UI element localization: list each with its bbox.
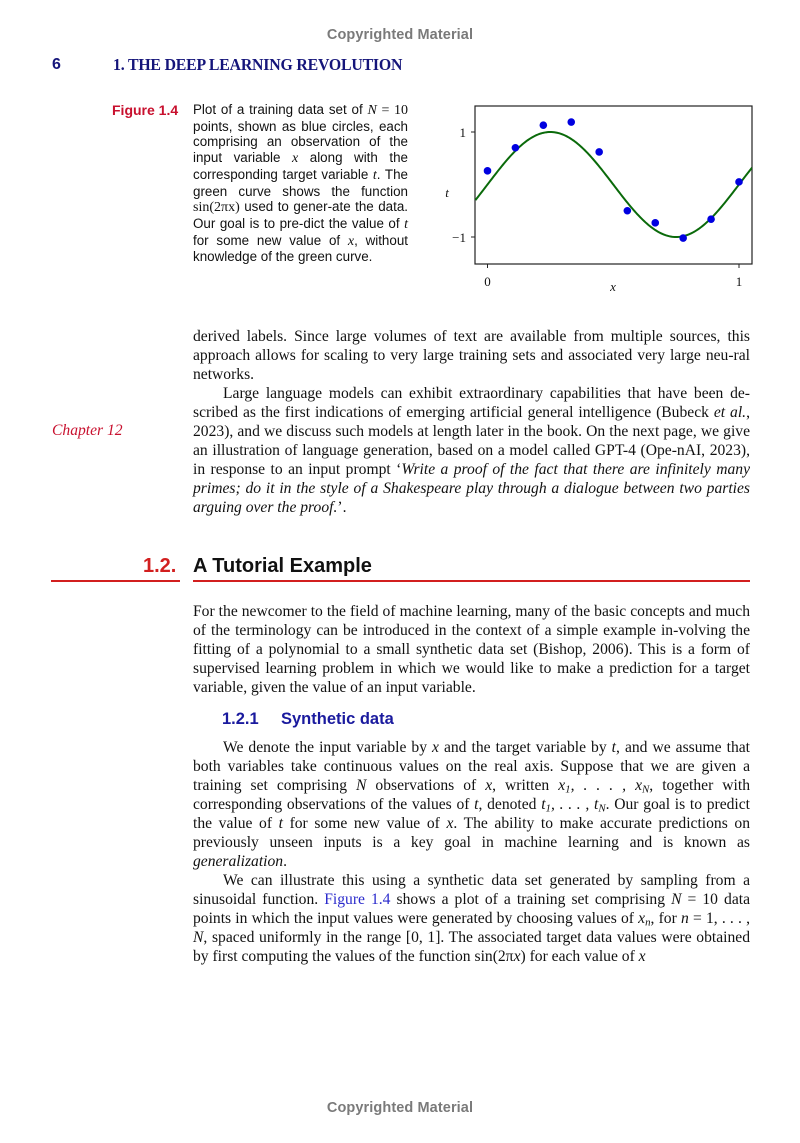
y-axis-label: t xyxy=(445,185,449,200)
paragraph: Large language models can exhibit extraordinary capabilities that have been de-scribed as the first indications of emerging artificial general intelligence (Bubeck et al., 2023), and we discuss such models at length later in the book. On the next page, we give an illustration of language generation, based on a model called GPT-4 (Ope-nAI, 2023), in response to an input prompt ‘Write a proof of the fact that there are infinitely many primes; do it in the style of a Shakespeare play through a dialogue between two parties arguing over the proof.’. xyxy=(193,385,750,516)
xtick-label-1: 1 xyxy=(735,274,743,289)
data-point xyxy=(484,167,492,175)
ytick-label-neg1: −1 xyxy=(452,230,466,245)
math-t-sequence: $t_1$, . . . , $t_N$ xyxy=(541,796,606,815)
x-axis-label: x xyxy=(610,279,616,294)
figure-label: Figure 1.4 xyxy=(112,102,179,118)
data-point xyxy=(624,207,632,215)
data-point xyxy=(512,144,520,152)
body-section-intro xyxy=(193,327,750,517)
x-axis-ticks xyxy=(488,264,740,268)
copyright-watermark-bottom: Copyrighted Material xyxy=(326,1100,474,1116)
running-chapter-title: 1. THE DEEP LEARNING REVOLUTION xyxy=(113,55,403,74)
data-point xyxy=(651,219,659,227)
data-point xyxy=(707,215,715,223)
margin-note-chapter-ref[interactable]: Chapter 12 xyxy=(52,422,123,439)
section-rule-left xyxy=(51,580,180,582)
section-title: A Tutorial Example xyxy=(193,555,372,577)
subsection-body xyxy=(193,738,750,966)
figure-reference-link[interactable]: Figure 1.4 xyxy=(324,891,391,908)
xtick-label-0: 0 xyxy=(484,274,491,289)
data-point xyxy=(735,178,743,186)
paragraph: For the newcomer to the field of machine learning, many of the basic concepts and much of the terminology can be introduced in the context of a simple example in-volving the fitting of a polynomial to a small synthetic data set (Bishop, 2006). This is a form of supervised learning problem in which we would like to make a prediction for a target variable, given the value of an input variable. xyxy=(193,603,750,696)
subsection-number: 1.2.1 xyxy=(222,710,259,728)
page-number: 6 xyxy=(52,56,61,73)
paragraph: We can illustrate this using a synthetic data set generated by sampling from a sinusoidal function. Figure 1.4 shows a plot of a training set comprising N = 10 data points in which the input values were generated by choosing values of $x_n$, for n = 1, . . . , N, spaced uniformly in the range [0, 1]. The associated target data values were obtained by first computing the values of the function sin(2πx) for each value of x xyxy=(193,872,750,965)
subsection-title: Synthetic data xyxy=(281,710,394,728)
paragraph: We denote the input variable by x and the target variable by t, and we assume that both variables take continuous values on the real axis. Suppose that we are given a training set comprising N observations of x, written $x_1$, . . . , $x_N$, together with corresponding observations of the values of t, denoted $t_1$, . . . , $t_N$. Our goal is to predict the value of t for some new value of x. The ability to make accurate predictions on previously unseen inputs is a key goal in machine learning and is known as generalization. xyxy=(193,739,751,870)
figure-caption: Plot of a training data set of N = 10 points, shown as blue circles, each comprising an observation of the input variable x along with the corresponding target variable t. The green curve shows the function sin(2πx) used to gener-ate the data. Our goal is to pre-dict the value of t for some new value of x, without knowledge of the green curve. xyxy=(193,102,408,265)
section-intro xyxy=(193,602,750,697)
data-point xyxy=(679,234,687,242)
ytick-label-1: 1 xyxy=(459,125,466,140)
section-rule-right xyxy=(193,580,750,582)
data-point xyxy=(540,121,548,129)
data-point xyxy=(595,148,603,156)
section-number: 1.2. xyxy=(143,555,177,577)
copyright-watermark-top: Copyrighted Material xyxy=(326,27,474,43)
paragraph: derived labels. Since large volumes of text are available from multiple sources, this approach allows for scaling to very large training sets and associated very large neu-ral networks. xyxy=(193,328,750,383)
math-x-sequence: $x_1$, . . . , $x_N$ xyxy=(558,777,650,796)
figure-plot xyxy=(430,95,770,300)
data-point xyxy=(567,118,575,126)
